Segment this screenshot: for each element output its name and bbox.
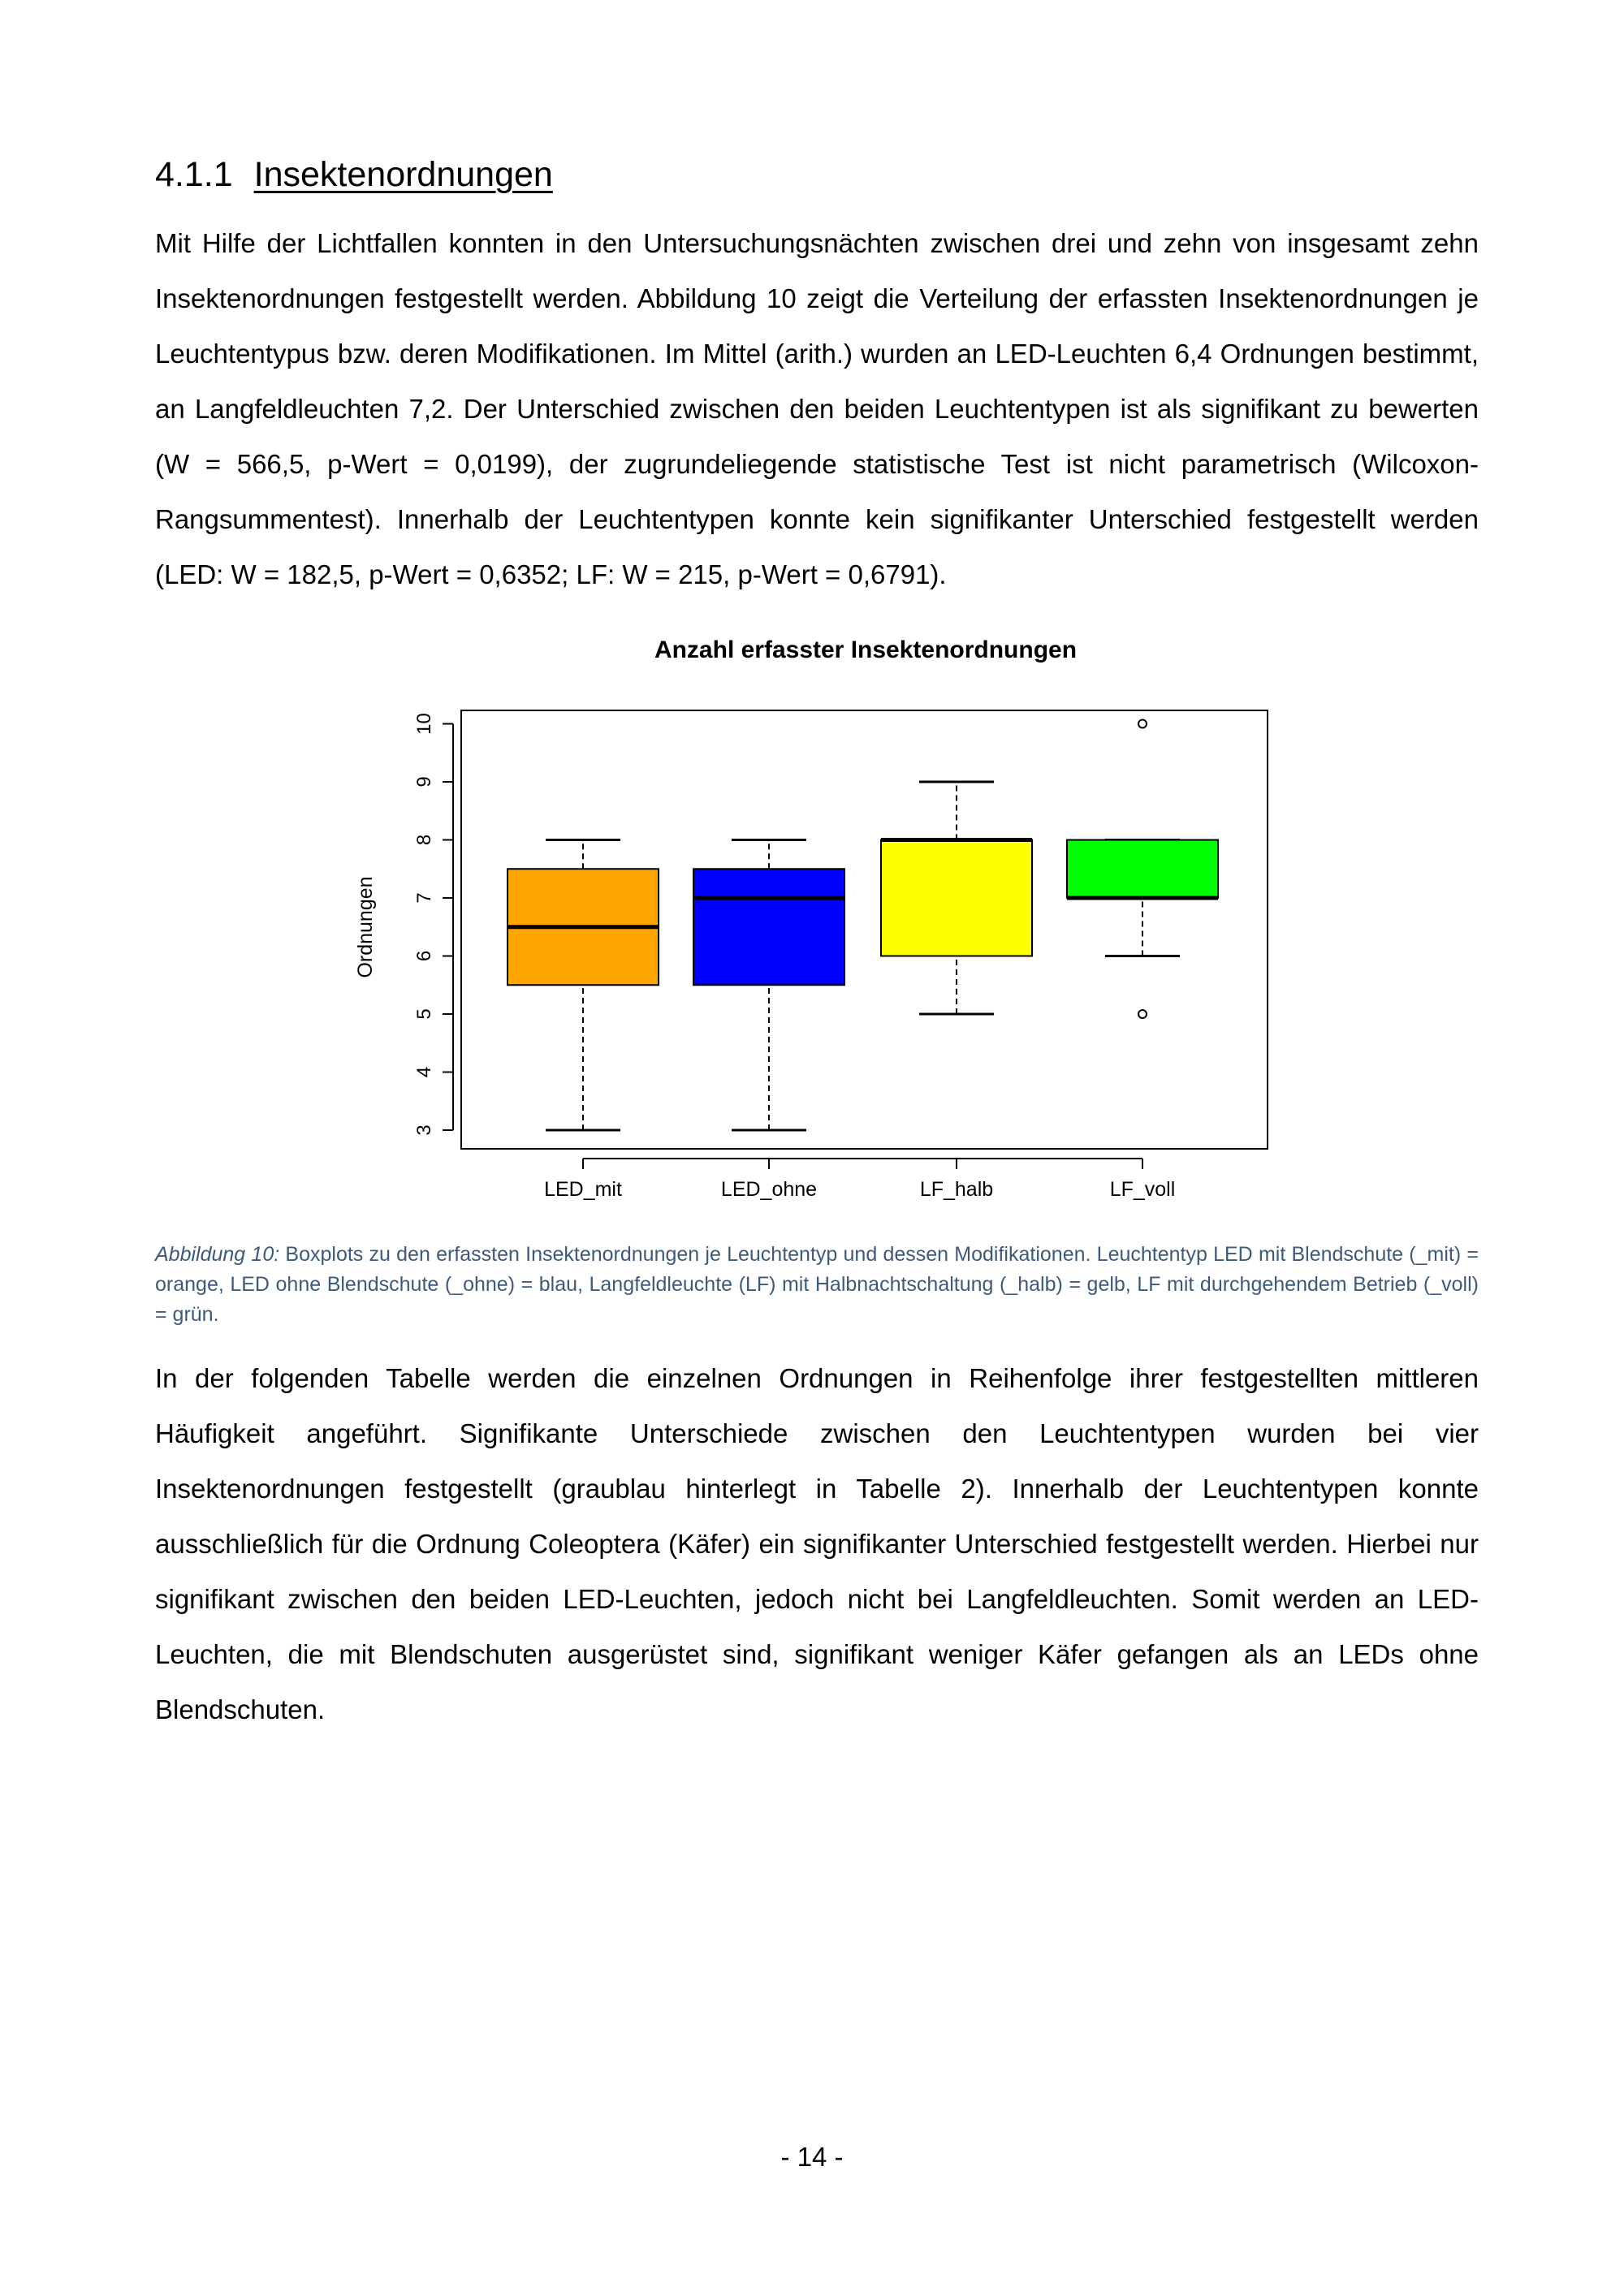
caption-text: Boxplots zu den erfassten Insektenordnungen je Leuchtentyp und dessen Modifikationen. Leuchtentyp LED mit Blendschute (_mit) = orange, LED ohne Blendschute (_ohne) = blau, Langfeldleuchte (LF) mit Halbnachtschaltung (_halb) = gelb, LF mit durchgehendem Betrieb (_voll) = grün. (155, 1243, 1479, 1326)
y-tick-label: 4 (413, 1066, 435, 1078)
box-LF_voll (1067, 720, 1218, 1019)
box-LED_ohne (693, 840, 844, 1131)
chart-title: Anzahl erfasster Insektenordnungen (654, 637, 1078, 663)
box-LED_mit (508, 840, 659, 1131)
y-axis (413, 713, 453, 1136)
box-rect (881, 840, 1032, 956)
y-tick-label: 7 (413, 892, 435, 904)
section-title: Insektenordnungen (253, 155, 553, 194)
figure-caption (155, 1240, 1479, 1330)
y-tick-label: 5 (413, 1008, 435, 1020)
body-paragraph-2: In der folgenden Tabelle werden die einzelnen Ordnungen in Reihenfolge ihrer festgestellten mittleren Häufigkeit angeführt. Signifikante Unterschiede zwischen den Leuchtentypen wurden bei vier Insektenordnungen festgestellt (graublau hinterlegt in Tabelle 2). Innerhalb der Leuchtentypen konnte ausschließlich für die Ordnung Coleoptera (Käfer) ein signifikanter Unterschied festgestellt werden. Hierbei nur signifikant zwischen den beiden LED-Leuchten, jedoch nicht bei Langfeldleuchten. Somit werden an LED-Leuchten, die mit Blendschuten ausgerüstet sind, signifikant weniger Käfer gefangen als an LEDs ohne Blendschuten. (155, 1363, 1479, 1724)
caption-label: Abbildung 10: (155, 1243, 280, 1266)
box-rect (693, 869, 844, 985)
y-tick-label: 6 (413, 950, 435, 962)
x-axis (544, 1159, 1175, 1201)
y-tick-label: 9 (413, 776, 435, 788)
box-rect (1067, 840, 1218, 899)
x-tick-label: LED_mit (544, 1178, 622, 1201)
body-paragraph-1: Mit Hilfe der Lichtfallen konnten in den Untersuchungsnächten zwischen drei und zehn von insgesamt zehn Insektenordnungen festgestellt werden. Abbildung 10 zeigt die Verteilung der erfassten Insektenordnungen je Leuchtentypus bzw. deren Modifikationen. Im Mittel (arith.) wurden an LED-Leuchten 6,4 Ordnungen bestimmt, an Langfeldleuchten 7,2. Der Unterschied zwischen den beiden Leuchtentypen ist als signifikant zu bewerten (W = 566,5, p-Wert = 0,0199), der zugrundeliegende statistische Test ist nicht parametrisch (Wilcoxon-Rangsummentest). Innerhalb der Leuchtentypen konnte kein signifikanter Unterschied festgestellt werden (LED: W = 182,5, p-Wert = 0,6352; LF: W = 215, p-Wert = 0,6791). (155, 228, 1479, 589)
outlier-point (1138, 1010, 1147, 1018)
x-tick-label: LED_ohne (720, 1178, 818, 1201)
y-tick-label: 3 (413, 1124, 435, 1136)
x-tick-label: LF_halb (919, 1178, 994, 1201)
section-number: 4.1.1 (155, 155, 233, 194)
x-tick-label: LF_voll (1109, 1178, 1176, 1201)
page-number: - 14 - (780, 2142, 844, 2172)
y-tick-label: 10 (413, 713, 435, 735)
section-heading (155, 154, 553, 196)
y-tick-label: 8 (413, 834, 435, 846)
outlier-point (1138, 720, 1147, 728)
y-axis-label: Ordnungen (354, 876, 377, 978)
boxes-group (508, 720, 1218, 1131)
boxplot-chart (309, 625, 1315, 1210)
box-LF_halb (881, 782, 1032, 1014)
